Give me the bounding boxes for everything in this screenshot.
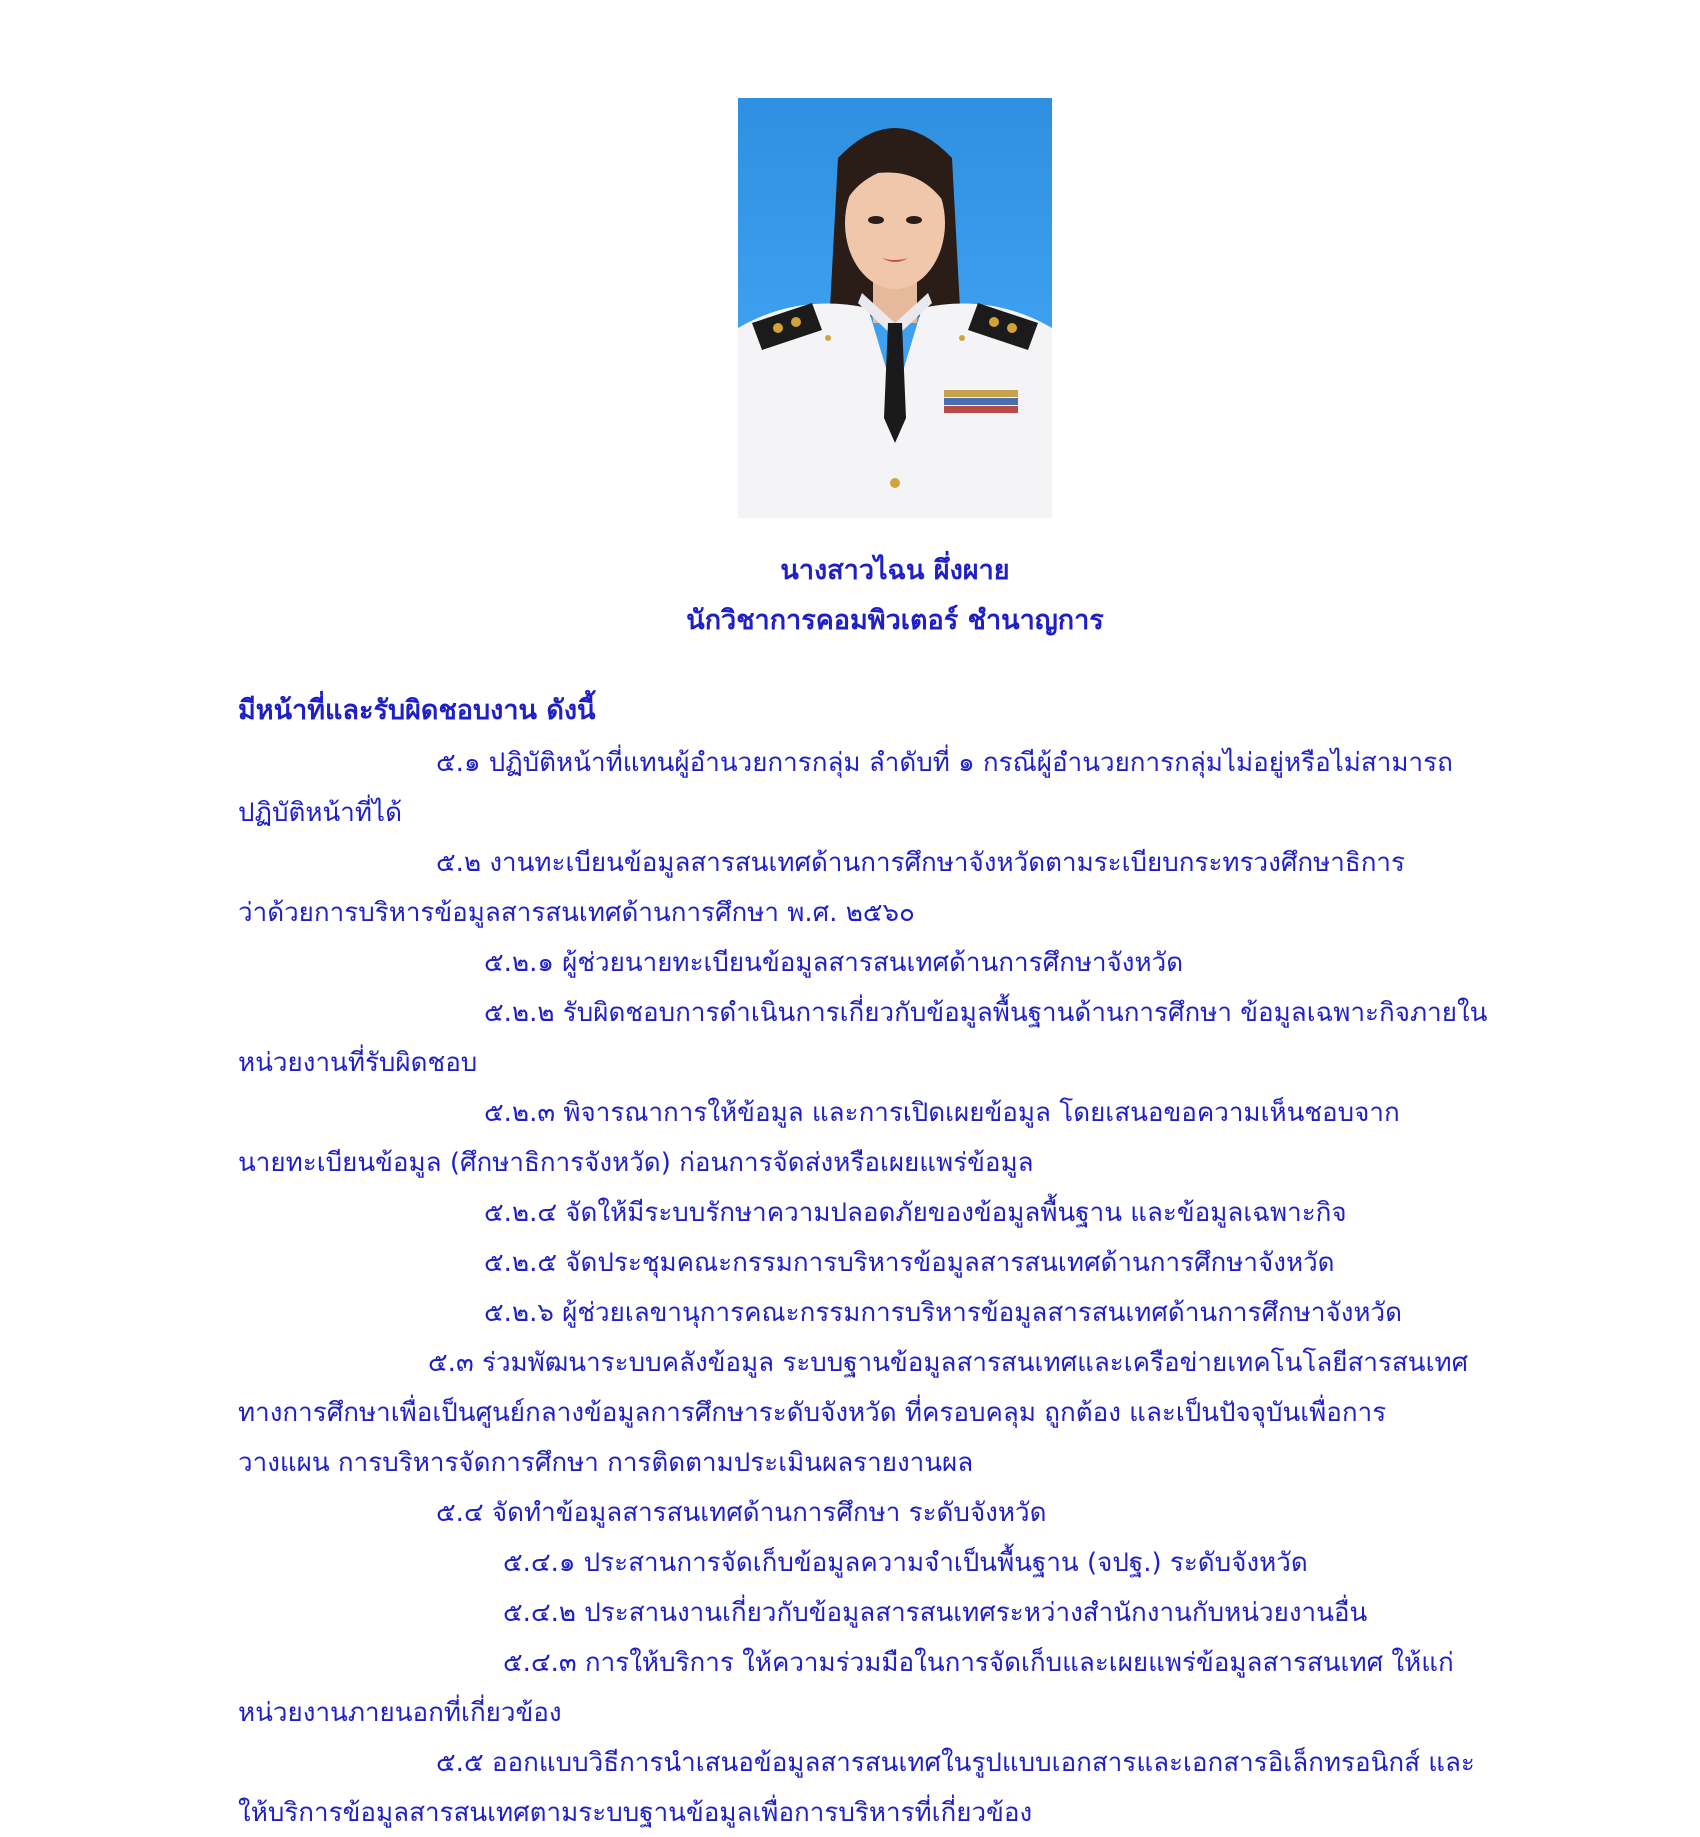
duty-line: นายทะเบียนข้อมูล (ศึกษาธิการจังหวัด) ก่อนการจัดส่งหรือเผยแพร่ข้อมูล (238, 1148, 1034, 1178)
person-position: นักวิชาการคอมพิวเตอร์ ชำนาญการ (686, 605, 1104, 636)
duty-line: ๕.๕ ออกแบบวิธีการนำเสนอข้อมูลสารสนเทศในรูปแบบเอกสารและเอกสารอิเล็กทรอนิกส์ และ (436, 1748, 1475, 1778)
duty-line: ๕.๔.๒ ประสานงานเกี่ยวกับข้อมูลสารสนเทศระหว่างสำนักงานกับหน่วยงานอื่น (503, 1598, 1368, 1628)
duty-line: วางแผน การบริหารจัดการศึกษา การติดตามประเมินผลรายงานผล (238, 1448, 974, 1478)
duty-line: ๕.๔.๓ การให้บริการ ให้ความร่วมมือในการจัดเก็บและเผยแพร่ข้อมูลสารสนเทศ ให้แก่ (503, 1648, 1454, 1678)
duty-line: ๕.๒.๕ จัดประชุมคณะกรรมการบริหารข้อมูลสารสนเทศด้านการศึกษาจังหวัด (484, 1248, 1335, 1278)
duty-line: หน่วยงานภายนอกที่เกี่ยวข้อง (238, 1698, 562, 1728)
duty-line: ๕.๑ ปฏิบัติหน้าที่แทนผู้อำนวยการกลุ่ม ลำดับที่ ๑ กรณีผู้อำนวยการกลุ่มไม่อยู่หรือไม่สามารถ (436, 748, 1453, 778)
duty-line: ๕.๒.๖ ผู้ช่วยเลขานุการคณะกรรมการบริหารข้อมูลสารสนเทศด้านการศึกษาจังหวัด (484, 1298, 1403, 1328)
duty-line: ๕.๒.๑ ผู้ช่วยนายทะเบียนข้อมูลสารสนเทศด้านการศึกษาจังหวัด (484, 948, 1184, 978)
duties-heading: มีหน้าที่และรับผิดชอบงาน ดังนี้ (238, 695, 596, 726)
duty-line: หน่วยงานที่รับผิดชอบ (238, 1048, 478, 1078)
duty-line: ๕.๒.๔ จัดให้มีระบบรักษาความปลอดภัยของข้อมูลพื้นฐาน และข้อมูลเฉพาะกิจ (484, 1198, 1347, 1228)
duty-line: ปฏิบัติหน้าที่ได้ (238, 798, 402, 828)
duty-line: ๕.๔.๑ ประสานการจัดเก็บข้อมูลความจำเป็นพื้นฐาน (จปฐ.) ระดับจังหวัด (503, 1548, 1308, 1578)
duty-line: ให้บริการข้อมูลสารสนเทศตามระบบฐานข้อมูลเพื่อการบริหารที่เกี่ยวข้อง (238, 1798, 1033, 1828)
duty-line: ๕.๔ จัดทำข้อมูลสารสนเทศด้านการศึกษา ระดับจังหวัด (436, 1498, 1047, 1528)
person-name: นางสาวไฉน ผึ่งผาย (780, 555, 1010, 586)
duty-line: ว่าด้วยการบริหารข้อมูลสารสนเทศด้านการศึกษา พ.ศ. ๒๕๖๐ (238, 898, 915, 928)
duty-line: ทางการศึกษาเพื่อเป็นศูนย์กลางข้อมูลการศึกษาระดับจังหวัด ที่ครอบคลุม ถูกต้อง และเป็นปัจจุบันเพื่อการ (238, 1398, 1387, 1428)
portrait-photo (738, 98, 1052, 518)
duty-line: ๕.๓ ร่วมพัฒนาระบบคลังข้อมูล ระบบฐานข้อมูลสารสนเทศและเครือข่ายเทคโนโลยีสารสนเทศ (428, 1348, 1469, 1378)
duty-line: ๕.๒ งานทะเบียนข้อมูลสารสนเทศด้านการศึกษาจังหวัดตามระเบียบกระทรวงศึกษาธิการ (436, 848, 1405, 878)
duty-line: ๕.๒.๓ พิจารณาการให้ข้อมูล และการเปิดเผยข้อมูล โดยเสนอขอความเห็นชอบจาก (484, 1098, 1400, 1128)
duty-line: ๕.๒.๒ รับผิดชอบการดำเนินการเกี่ยวกับข้อมูลพื้นฐานด้านการศึกษา ข้อมูลเฉพาะกิจภายใน (484, 998, 1488, 1028)
